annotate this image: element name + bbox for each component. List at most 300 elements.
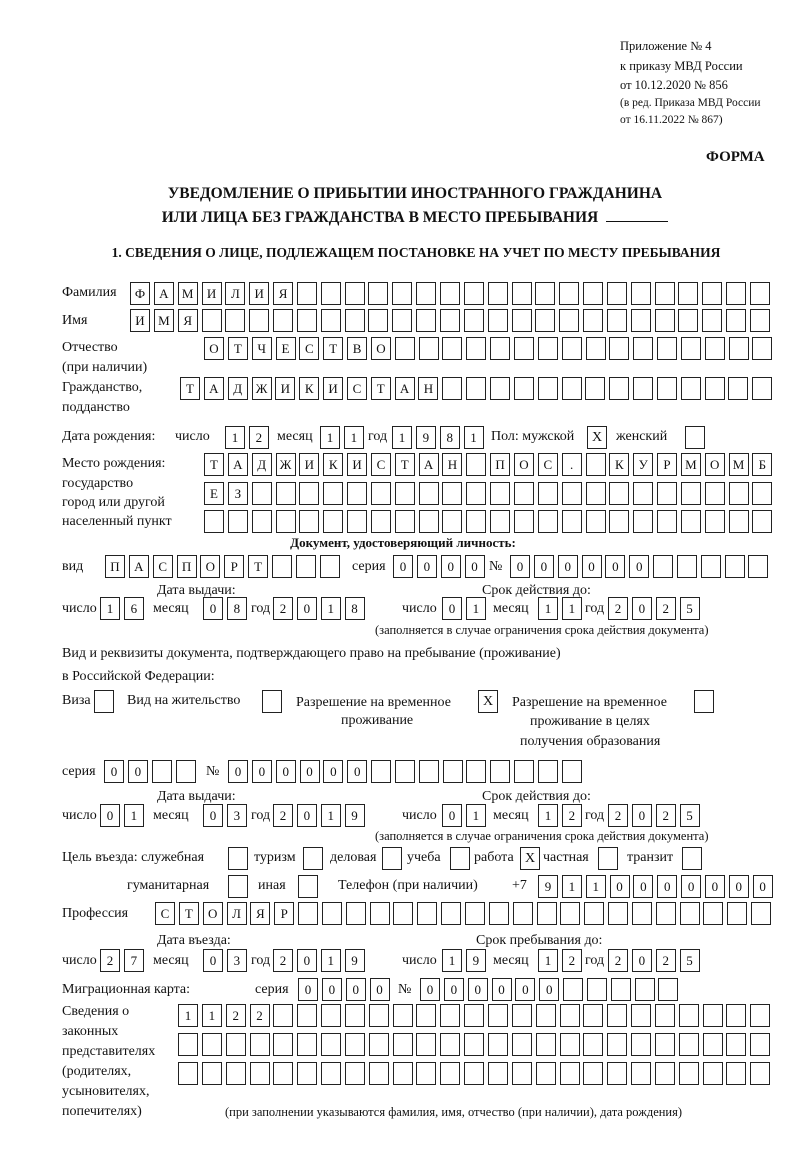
character-cell[interactable] (657, 337, 677, 360)
character-cell[interactable] (297, 1062, 317, 1085)
character-cell[interactable]: Р (657, 453, 677, 476)
purpose-study-checkbox[interactable] (450, 847, 470, 870)
character-cell[interactable] (512, 1033, 532, 1056)
character-cell[interactable]: Т (323, 337, 343, 360)
character-cell[interactable] (705, 377, 725, 400)
character-cell[interactable]: Д (228, 377, 248, 400)
character-cell[interactable] (252, 482, 272, 505)
character-cell[interactable] (562, 760, 582, 783)
character-cell[interactable]: С (347, 377, 367, 400)
character-cell[interactable] (202, 1033, 222, 1056)
character-cell[interactable] (226, 1033, 246, 1056)
character-cell[interactable] (653, 555, 673, 578)
res-series-field[interactable] (104, 760, 196, 783)
character-cell[interactable] (748, 555, 768, 578)
character-cell[interactable]: 2 (273, 804, 293, 827)
character-cell[interactable]: 1 (321, 949, 341, 972)
character-cell[interactable] (323, 510, 343, 533)
character-cell[interactable] (586, 337, 606, 360)
character-cell[interactable] (587, 978, 607, 1001)
purpose-work-checkbox[interactable]: X (520, 847, 540, 870)
character-cell[interactable]: А (204, 377, 224, 400)
birth-year-field[interactable] (392, 426, 484, 449)
residence-permit-checkbox[interactable] (262, 690, 282, 713)
character-cell[interactable]: 0 (442, 804, 462, 827)
character-cell[interactable]: 9 (416, 426, 436, 449)
character-cell[interactable]: А (419, 453, 439, 476)
character-cell[interactable] (658, 978, 678, 1001)
character-cell[interactable] (419, 337, 439, 360)
character-cell[interactable]: С (153, 555, 173, 578)
character-cell[interactable] (370, 902, 390, 925)
character-cell[interactable]: 2 (249, 426, 269, 449)
character-cell[interactable] (276, 482, 296, 505)
res-valid-day-field[interactable] (442, 804, 486, 827)
character-cell[interactable]: Ж (252, 377, 272, 400)
character-cell[interactable]: 2 (608, 804, 628, 827)
character-cell[interactable] (633, 482, 653, 505)
character-cell[interactable] (202, 309, 222, 332)
character-cell[interactable]: И (202, 282, 222, 305)
character-cell[interactable] (703, 1004, 723, 1027)
character-cell[interactable]: 0 (252, 760, 272, 783)
character-cell[interactable]: Т (228, 337, 248, 360)
purpose-humanitarian-checkbox[interactable] (228, 875, 248, 898)
character-cell[interactable] (464, 1004, 484, 1027)
character-cell[interactable] (703, 1062, 723, 1085)
character-cell[interactable]: У (633, 453, 653, 476)
character-cell[interactable]: Я (273, 282, 293, 305)
character-cell[interactable]: 1 (466, 804, 486, 827)
character-cell[interactable] (726, 282, 746, 305)
character-cell[interactable] (536, 1004, 556, 1027)
character-cell[interactable] (635, 978, 655, 1001)
character-cell[interactable]: Т (371, 377, 391, 400)
character-cell[interactable] (538, 760, 558, 783)
purpose-tourism-checkbox[interactable] (303, 847, 323, 870)
character-cell[interactable] (395, 510, 415, 533)
character-cell[interactable] (369, 1004, 389, 1027)
character-cell[interactable]: Т (180, 377, 200, 400)
character-cell[interactable] (752, 482, 772, 505)
entry-day-field[interactable] (100, 949, 144, 972)
character-cell[interactable] (320, 555, 340, 578)
stay-month-field[interactable] (538, 949, 582, 972)
phone-field[interactable] (538, 875, 773, 898)
character-cell[interactable]: 2 (562, 949, 582, 972)
character-cell[interactable]: 1 (538, 804, 558, 827)
character-cell[interactable] (752, 510, 772, 533)
character-cell[interactable]: 0 (300, 760, 320, 783)
character-cell[interactable] (466, 337, 486, 360)
character-cell[interactable]: 1 (178, 1004, 198, 1027)
representatives-field-row-3[interactable] (178, 1062, 770, 1085)
character-cell[interactable]: Р (224, 555, 244, 578)
character-cell[interactable] (512, 282, 532, 305)
character-cell[interactable]: 1 (225, 426, 245, 449)
character-cell[interactable]: 2 (656, 949, 676, 972)
character-cell[interactable] (178, 1033, 198, 1056)
character-cell[interactable]: 0 (297, 804, 317, 827)
character-cell[interactable] (273, 1062, 293, 1085)
character-cell[interactable] (345, 1062, 365, 1085)
character-cell[interactable]: И (323, 377, 343, 400)
birth-day-field[interactable] (225, 426, 269, 449)
character-cell[interactable] (656, 902, 676, 925)
character-cell[interactable]: 0 (420, 978, 440, 1001)
character-cell[interactable] (345, 309, 365, 332)
character-cell[interactable]: 1 (586, 875, 606, 898)
character-cell[interactable]: 0 (393, 555, 413, 578)
character-cell[interactable] (609, 377, 629, 400)
character-cell[interactable]: 2 (250, 1004, 270, 1027)
character-cell[interactable] (725, 555, 745, 578)
character-cell[interactable]: А (129, 555, 149, 578)
character-cell[interactable]: 0 (753, 875, 773, 898)
character-cell[interactable] (633, 377, 653, 400)
character-cell[interactable] (679, 1033, 699, 1056)
character-cell[interactable]: 1 (538, 949, 558, 972)
character-cell[interactable] (657, 377, 677, 400)
character-cell[interactable]: О (204, 337, 224, 360)
character-cell[interactable]: 2 (656, 597, 676, 620)
character-cell[interactable] (726, 309, 746, 332)
character-cell[interactable]: 6 (124, 597, 144, 620)
character-cell[interactable]: 0 (610, 875, 630, 898)
character-cell[interactable] (178, 1062, 198, 1085)
character-cell[interactable] (466, 377, 486, 400)
patronymic-field[interactable] (204, 337, 772, 360)
character-cell[interactable] (202, 1062, 222, 1085)
id-series-field[interactable] (393, 555, 485, 578)
purpose-other-checkbox[interactable] (298, 875, 318, 898)
character-cell[interactable] (297, 309, 317, 332)
character-cell[interactable] (583, 309, 603, 332)
character-cell[interactable] (562, 377, 582, 400)
character-cell[interactable]: 0 (632, 949, 652, 972)
character-cell[interactable] (440, 282, 460, 305)
character-cell[interactable]: 2 (226, 1004, 246, 1027)
character-cell[interactable] (272, 555, 292, 578)
character-cell[interactable]: 0 (629, 555, 649, 578)
character-cell[interactable] (728, 377, 748, 400)
character-cell[interactable] (299, 510, 319, 533)
character-cell[interactable]: 0 (729, 875, 749, 898)
character-cell[interactable] (514, 337, 534, 360)
character-cell[interactable] (562, 482, 582, 505)
character-cell[interactable]: И (249, 282, 269, 305)
character-cell[interactable] (702, 309, 722, 332)
surname-field[interactable] (130, 282, 770, 305)
character-cell[interactable] (346, 902, 366, 925)
character-cell[interactable] (560, 902, 580, 925)
character-cell[interactable] (584, 902, 604, 925)
character-cell[interactable]: 0 (681, 875, 701, 898)
character-cell[interactable] (681, 482, 701, 505)
character-cell[interactable]: 5 (680, 804, 700, 827)
character-cell[interactable]: 7 (124, 949, 144, 972)
character-cell[interactable]: 0 (515, 978, 535, 1001)
character-cell[interactable] (297, 1004, 317, 1027)
character-cell[interactable] (466, 760, 486, 783)
id-valid-year-field[interactable] (608, 597, 700, 620)
character-cell[interactable]: 1 (466, 597, 486, 620)
character-cell[interactable] (465, 902, 485, 925)
profession-field[interactable] (155, 902, 771, 925)
character-cell[interactable] (585, 377, 605, 400)
character-cell[interactable]: И (130, 309, 150, 332)
character-cell[interactable]: 0 (347, 760, 367, 783)
character-cell[interactable] (464, 1033, 484, 1056)
character-cell[interactable] (583, 1033, 603, 1056)
character-cell[interactable] (226, 1062, 246, 1085)
character-cell[interactable] (225, 309, 245, 332)
character-cell[interactable]: Б (752, 453, 772, 476)
character-cell[interactable] (321, 1062, 341, 1085)
character-cell[interactable] (440, 1062, 460, 1085)
character-cell[interactable]: 0 (203, 597, 223, 620)
character-cell[interactable] (440, 1004, 460, 1027)
character-cell[interactable] (371, 760, 391, 783)
character-cell[interactable] (296, 555, 316, 578)
purpose-business-checkbox[interactable] (382, 847, 402, 870)
id-type-field[interactable] (105, 555, 340, 578)
character-cell[interactable] (443, 760, 463, 783)
character-cell[interactable]: 0 (322, 978, 342, 1001)
character-cell[interactable]: 0 (203, 949, 223, 972)
character-cell[interactable]: Д (252, 453, 272, 476)
character-cell[interactable] (750, 309, 770, 332)
character-cell[interactable] (607, 1033, 627, 1056)
character-cell[interactable]: М (681, 453, 701, 476)
character-cell[interactable] (537, 902, 557, 925)
character-cell[interactable]: 1 (321, 597, 341, 620)
character-cell[interactable] (750, 1062, 770, 1085)
character-cell[interactable] (416, 1062, 436, 1085)
character-cell[interactable] (681, 337, 701, 360)
character-cell[interactable] (633, 337, 653, 360)
character-cell[interactable]: М (178, 282, 198, 305)
character-cell[interactable] (677, 555, 697, 578)
character-cell[interactable]: Ч (252, 337, 272, 360)
character-cell[interactable] (512, 1062, 532, 1085)
character-cell[interactable] (609, 482, 629, 505)
character-cell[interactable] (369, 1033, 389, 1056)
character-cell[interactable] (535, 309, 555, 332)
character-cell[interactable]: Л (225, 282, 245, 305)
character-cell[interactable] (701, 555, 721, 578)
character-cell[interactable]: 5 (680, 597, 700, 620)
character-cell[interactable] (490, 482, 510, 505)
character-cell[interactable]: 3 (227, 804, 247, 827)
character-cell[interactable] (345, 1033, 365, 1056)
character-cell[interactable] (299, 482, 319, 505)
character-cell[interactable]: 9 (345, 949, 365, 972)
res-issue-year-field[interactable] (273, 804, 365, 827)
character-cell[interactable]: 1 (202, 1004, 222, 1027)
purpose-official-checkbox[interactable] (228, 847, 248, 870)
character-cell[interactable] (345, 282, 365, 305)
character-cell[interactable]: О (705, 453, 725, 476)
character-cell[interactable] (368, 282, 388, 305)
character-cell[interactable]: 0 (605, 555, 625, 578)
character-cell[interactable] (727, 902, 747, 925)
character-cell[interactable]: 8 (227, 597, 247, 620)
res-number-field[interactable] (228, 760, 582, 783)
migration-series-field[interactable] (298, 978, 390, 1001)
character-cell[interactable]: 0 (468, 978, 488, 1001)
character-cell[interactable] (512, 309, 532, 332)
birthplace-field-row-3[interactable] (204, 510, 772, 533)
character-cell[interactable] (466, 510, 486, 533)
character-cell[interactable] (297, 1033, 317, 1056)
character-cell[interactable]: 1 (392, 426, 412, 449)
character-cell[interactable] (321, 309, 341, 332)
character-cell[interactable] (393, 1062, 413, 1085)
character-cell[interactable] (726, 1033, 746, 1056)
character-cell[interactable] (323, 482, 343, 505)
character-cell[interactable]: 1 (124, 804, 144, 827)
character-cell[interactable] (607, 282, 627, 305)
res-issue-month-field[interactable] (203, 804, 247, 827)
character-cell[interactable]: Р (274, 902, 294, 925)
character-cell[interactable] (631, 1004, 651, 1027)
id-issue-day-field[interactable] (100, 597, 144, 620)
character-cell[interactable] (176, 760, 196, 783)
character-cell[interactable] (416, 1033, 436, 1056)
character-cell[interactable]: 0 (297, 597, 317, 620)
character-cell[interactable]: 5 (680, 949, 700, 972)
character-cell[interactable] (464, 309, 484, 332)
character-cell[interactable] (393, 1004, 413, 1027)
character-cell[interactable] (490, 377, 510, 400)
birthplace-field-row-2[interactable] (204, 482, 772, 505)
character-cell[interactable] (726, 1062, 746, 1085)
character-cell[interactable] (152, 760, 172, 783)
character-cell[interactable] (611, 978, 631, 1001)
character-cell[interactable] (657, 510, 677, 533)
character-cell[interactable]: 3 (227, 949, 247, 972)
character-cell[interactable] (562, 337, 582, 360)
character-cell[interactable] (681, 377, 701, 400)
character-cell[interactable]: 0 (104, 760, 124, 783)
character-cell[interactable] (538, 337, 558, 360)
character-cell[interactable]: К (299, 377, 319, 400)
character-cell[interactable] (631, 1033, 651, 1056)
character-cell[interactable] (464, 1062, 484, 1085)
character-cell[interactable] (678, 309, 698, 332)
character-cell[interactable]: 1 (538, 597, 558, 620)
character-cell[interactable] (392, 282, 412, 305)
sex-male-checkbox[interactable]: X (587, 426, 607, 449)
character-cell[interactable]: Е (276, 337, 296, 360)
character-cell[interactable]: С (155, 902, 175, 925)
character-cell[interactable]: 1 (464, 426, 484, 449)
character-cell[interactable] (416, 309, 436, 332)
character-cell[interactable]: С (371, 453, 391, 476)
character-cell[interactable]: И (347, 453, 367, 476)
character-cell[interactable]: 0 (417, 555, 437, 578)
character-cell[interactable] (679, 1062, 699, 1085)
character-cell[interactable]: 0 (582, 555, 602, 578)
character-cell[interactable] (538, 482, 558, 505)
character-cell[interactable] (371, 482, 391, 505)
name-field[interactable] (130, 309, 770, 332)
character-cell[interactable] (395, 337, 415, 360)
character-cell[interactable] (442, 377, 462, 400)
character-cell[interactable]: 9 (466, 949, 486, 972)
character-cell[interactable] (441, 902, 461, 925)
character-cell[interactable]: 0 (100, 804, 120, 827)
character-cell[interactable]: С (538, 453, 558, 476)
character-cell[interactable] (562, 510, 582, 533)
character-cell[interactable] (680, 902, 700, 925)
character-cell[interactable]: 0 (465, 555, 485, 578)
character-cell[interactable] (321, 1004, 341, 1027)
character-cell[interactable]: 0 (534, 555, 554, 578)
character-cell[interactable]: 8 (440, 426, 460, 449)
character-cell[interactable]: С (299, 337, 319, 360)
character-cell[interactable]: О (371, 337, 391, 360)
character-cell[interactable] (607, 309, 627, 332)
character-cell[interactable] (347, 510, 367, 533)
character-cell[interactable]: П (177, 555, 197, 578)
character-cell[interactable]: 0 (558, 555, 578, 578)
character-cell[interactable] (655, 282, 675, 305)
character-cell[interactable] (512, 1004, 532, 1027)
character-cell[interactable] (440, 309, 460, 332)
character-cell[interactable] (395, 760, 415, 783)
character-cell[interactable] (705, 337, 725, 360)
character-cell[interactable] (417, 902, 437, 925)
character-cell[interactable]: 2 (608, 949, 628, 972)
stay-year-field[interactable] (608, 949, 700, 972)
character-cell[interactable]: О (200, 555, 220, 578)
character-cell[interactable] (464, 282, 484, 305)
character-cell[interactable]: Ж (276, 453, 296, 476)
character-cell[interactable] (488, 1033, 508, 1056)
character-cell[interactable] (489, 902, 509, 925)
character-cell[interactable]: П (490, 453, 510, 476)
character-cell[interactable]: В (347, 337, 367, 360)
character-cell[interactable] (703, 902, 723, 925)
character-cell[interactable] (298, 902, 318, 925)
character-cell[interactable]: 0 (298, 978, 318, 1001)
character-cell[interactable] (322, 902, 342, 925)
character-cell[interactable] (204, 510, 224, 533)
citizenship-field[interactable] (180, 377, 772, 400)
character-cell[interactable] (726, 1004, 746, 1027)
character-cell[interactable]: Е (204, 482, 224, 505)
character-cell[interactable] (536, 1033, 556, 1056)
character-cell[interactable]: А (395, 377, 415, 400)
character-cell[interactable]: 0 (657, 875, 677, 898)
character-cell[interactable] (560, 1004, 580, 1027)
character-cell[interactable] (560, 1033, 580, 1056)
purpose-private-checkbox[interactable] (598, 847, 618, 870)
character-cell[interactable] (416, 1004, 436, 1027)
representatives-field-row-1[interactable] (178, 1004, 770, 1027)
character-cell[interactable]: 0 (539, 978, 559, 1001)
character-cell[interactable]: П (105, 555, 125, 578)
character-cell[interactable]: К (323, 453, 343, 476)
character-cell[interactable]: 0 (632, 597, 652, 620)
character-cell[interactable] (297, 282, 317, 305)
character-cell[interactable] (752, 337, 772, 360)
character-cell[interactable] (679, 1004, 699, 1027)
id-valid-day-field[interactable] (442, 597, 486, 620)
character-cell[interactable]: 1 (344, 426, 364, 449)
